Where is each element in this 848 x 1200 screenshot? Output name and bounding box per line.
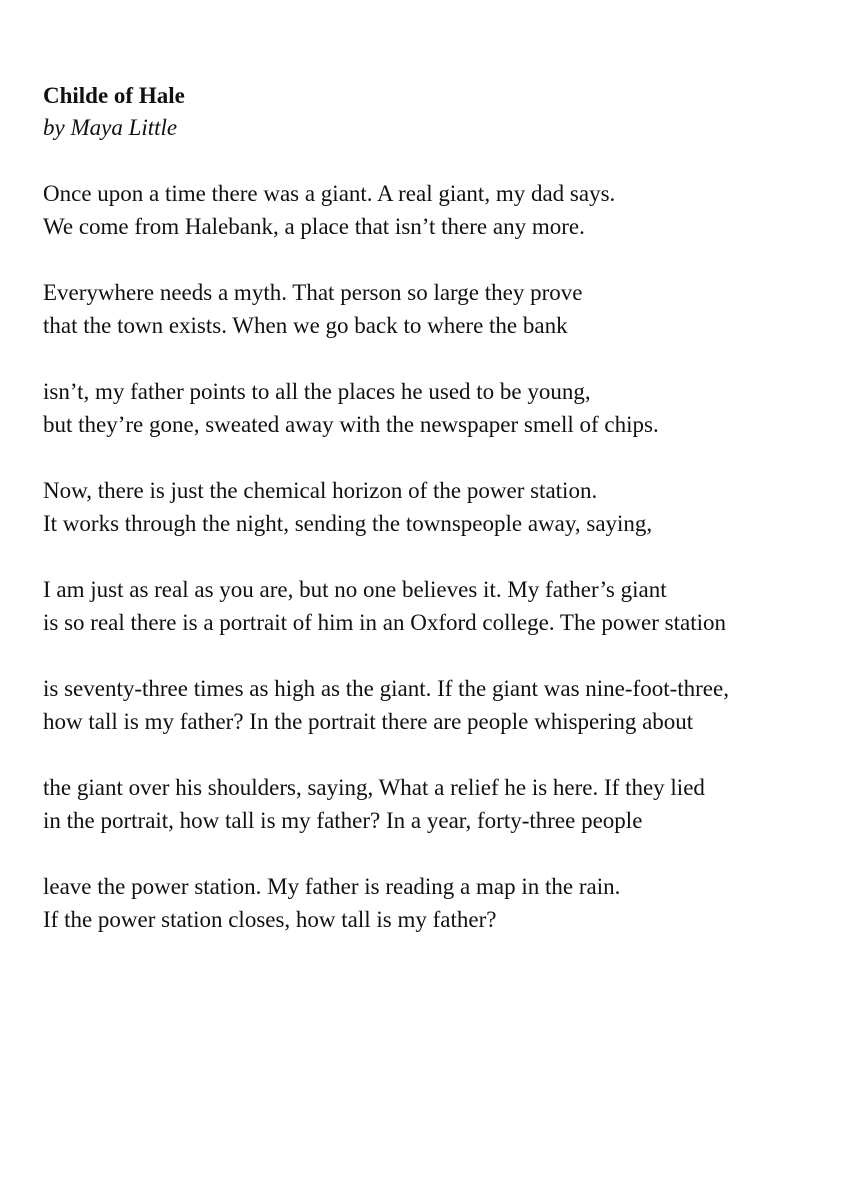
- stanza: [43, 376, 833, 441]
- poem-title: Childe of Hale: [43, 83, 185, 108]
- poem-page: [43, 80, 833, 970]
- poem-line: Now, there is just the chemical horizon of the power station.: [43, 478, 598, 503]
- stanza: [43, 178, 833, 243]
- poem-line: that the town exists. When we go back to where the bank: [43, 312, 568, 338]
- poem-line: the giant over his shoulders, saying, What a relief he is here. If they lied: [43, 775, 705, 800]
- poem-author: by Maya Little: [43, 115, 178, 140]
- poem-line: I am just as real as you are, but no one believes it. My father’s giant: [43, 577, 667, 602]
- poem-line: Everywhere needs a myth. That person so large they prove: [43, 280, 583, 305]
- poem-line: is so real there is a portrait of him in an Oxford college. The power station: [43, 609, 726, 635]
- stanza: [43, 772, 833, 837]
- poem-line: We come from Halebank, a place that isn’t there any more.: [43, 213, 585, 239]
- stanza: [43, 475, 833, 540]
- stanza: [43, 673, 833, 738]
- poem-line: isn’t, my father points to all the places he used to be young,: [43, 379, 591, 404]
- poem-body: [43, 178, 833, 936]
- poem-line: but they’re gone, sweated away with the newspaper smell of chips.: [43, 411, 659, 437]
- poem-line: It works through the night, sending the townspeople away, saying,: [43, 510, 653, 536]
- stanza: [43, 871, 833, 936]
- stanza: [43, 574, 833, 639]
- poem-line: in the portrait, how tall is my father? In a year, forty-three people: [43, 807, 643, 833]
- poem-line: If the power station closes, how tall is my father?: [43, 906, 497, 932]
- stanza: [43, 277, 833, 342]
- poem-line: how tall is my father? In the portrait there are people whispering about: [43, 708, 694, 734]
- poem-line: is seventy-three times as high as the giant. If the giant was nine-foot-three,: [43, 676, 729, 701]
- poem-line: Once upon a time there was a giant. A real giant, my dad says.: [43, 181, 616, 206]
- poem-line: leave the power station. My father is reading a map in the rain.: [43, 874, 621, 899]
